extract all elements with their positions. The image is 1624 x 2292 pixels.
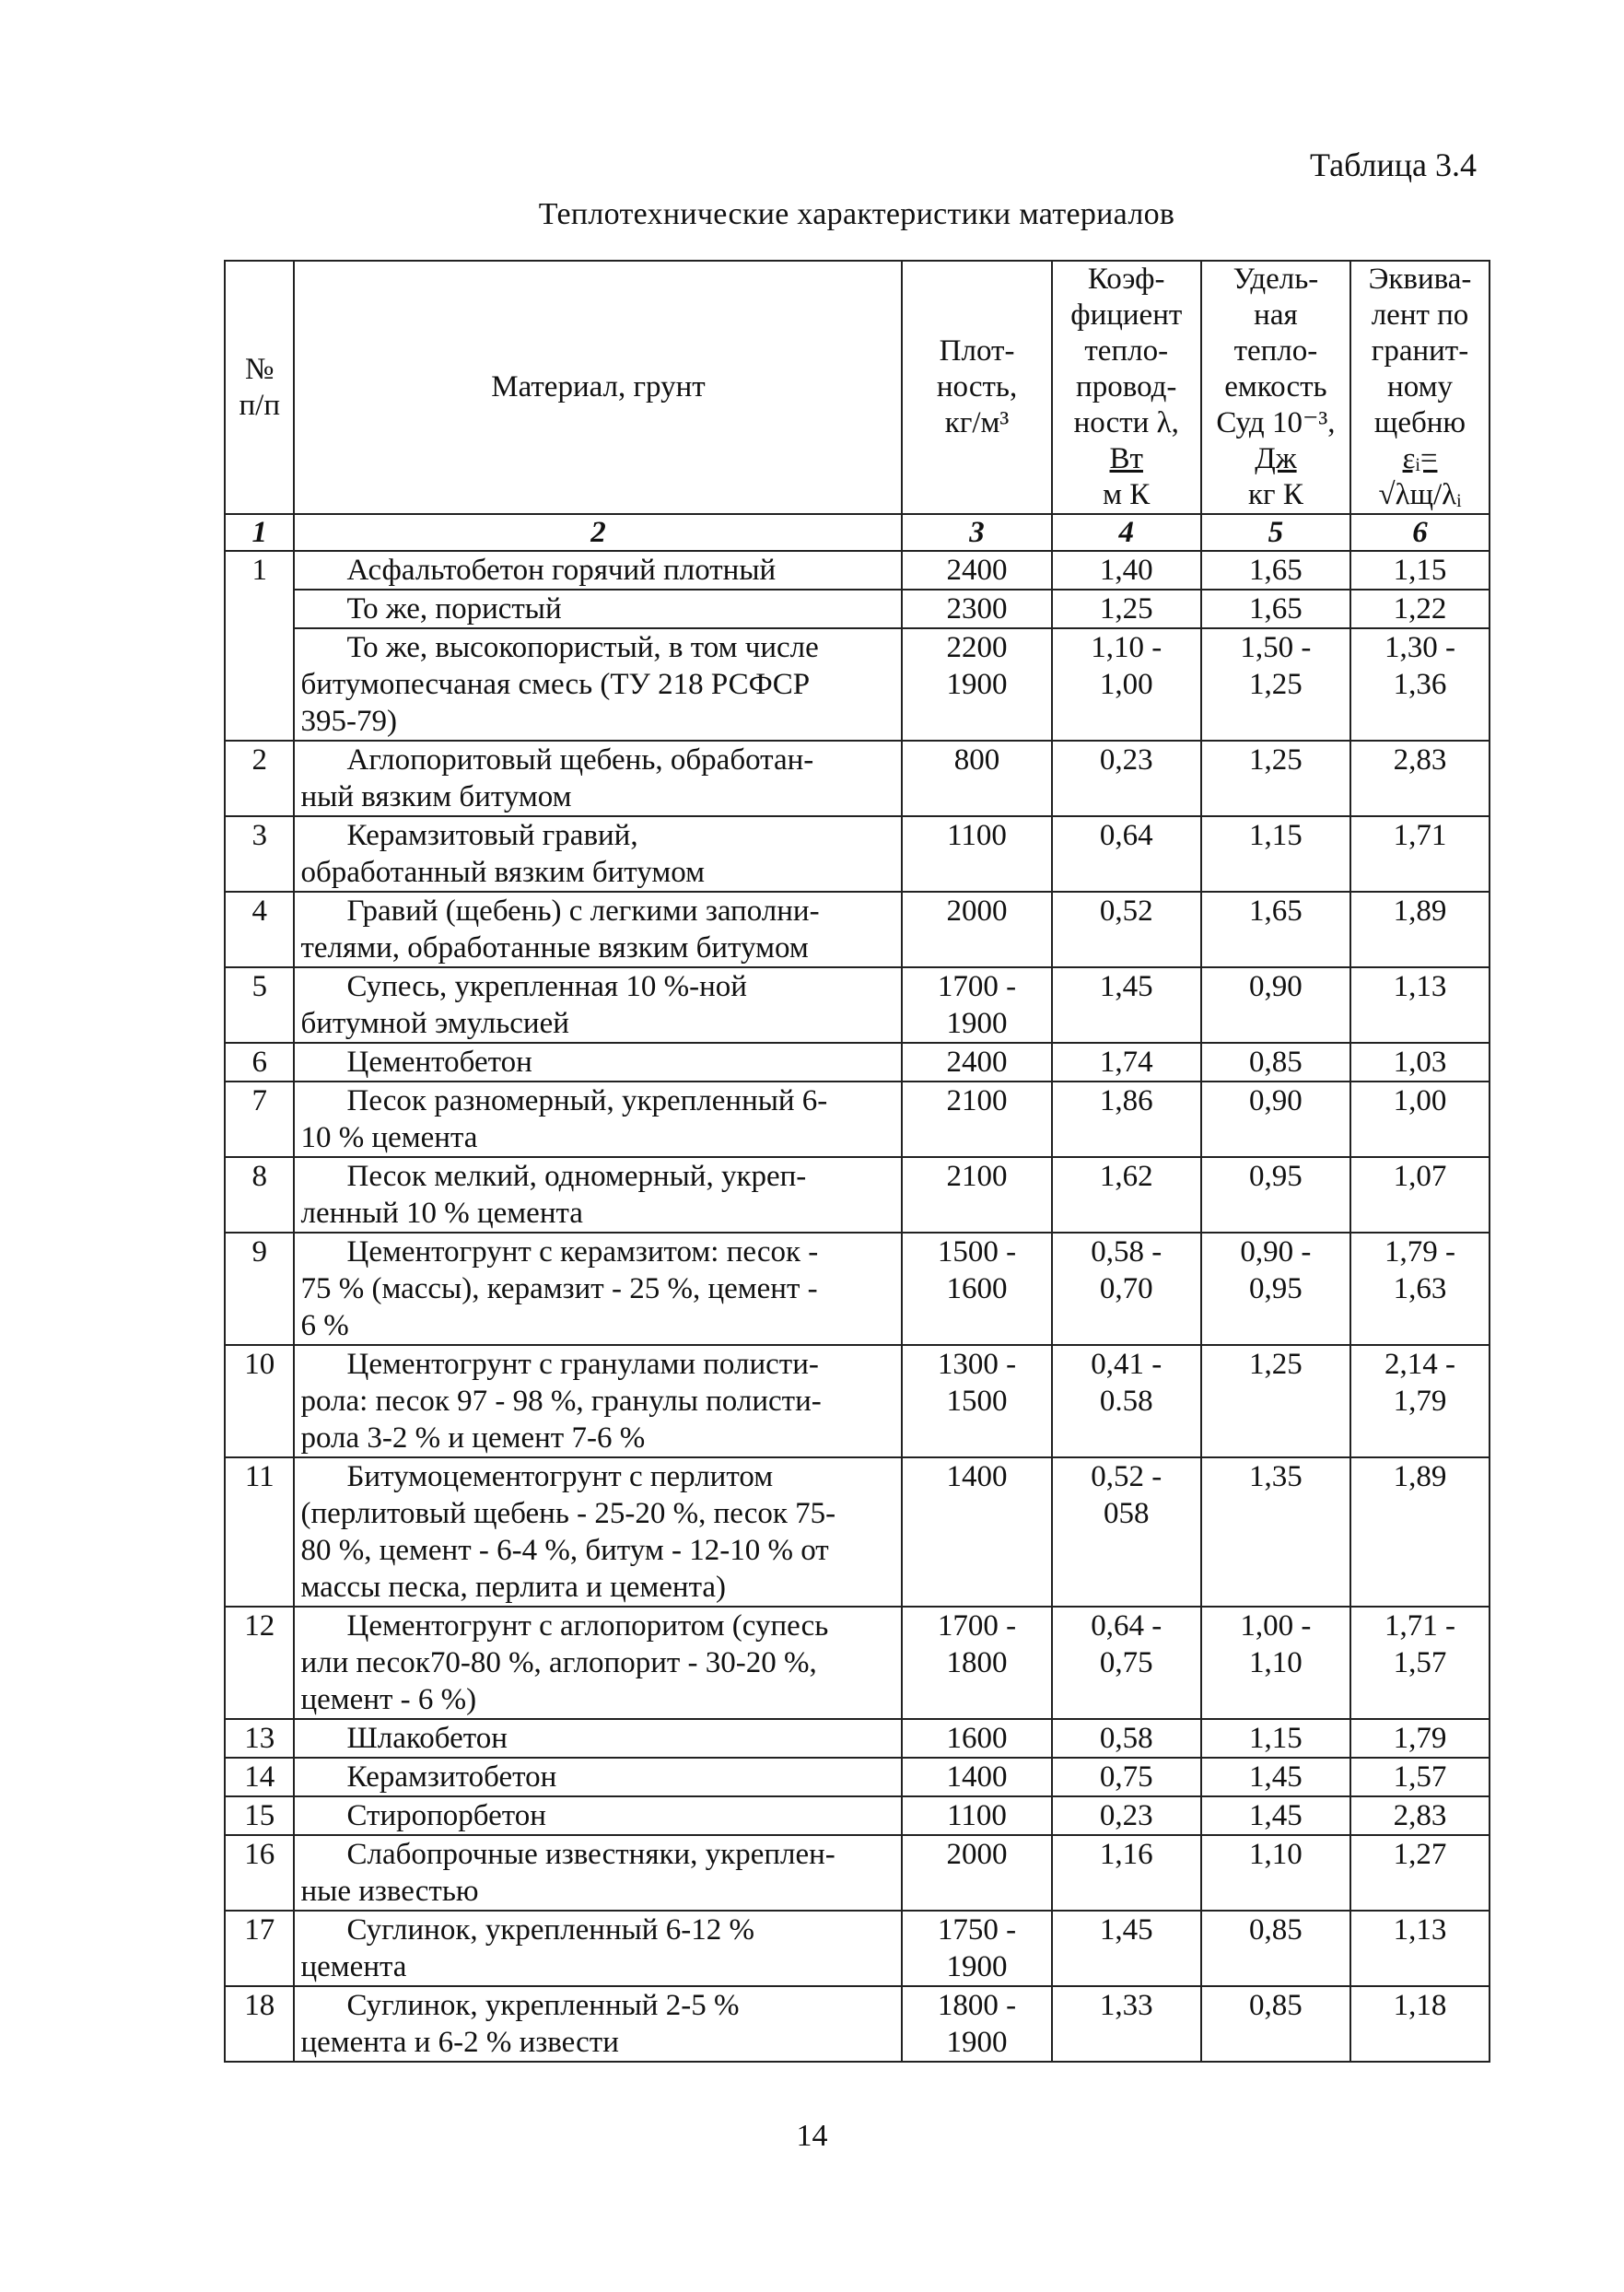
value-line: 1,57 <box>1393 1760 1447 1794</box>
value-line: 1,18 <box>1393 1989 1447 2022</box>
value-line: 2400 <box>946 554 1008 587</box>
row-number-cell: 7 <box>225 1082 294 1157</box>
value-line: 1,63 <box>1393 1272 1447 1305</box>
value-line: 1500 - <box>937 1235 1017 1269</box>
value-line: 0.58 <box>1099 1385 1153 1418</box>
value-line: 0,64 - <box>1091 1609 1163 1643</box>
table-row <box>225 1911 1490 1986</box>
conductivity-cell <box>1052 628 1201 741</box>
value-line: 1900 <box>946 668 1008 701</box>
table-row <box>225 1835 1490 1911</box>
header-number: № п/п <box>225 261 294 514</box>
material-line: Керамзитовый гравий, <box>346 819 638 852</box>
value-line: 0,85 <box>1249 1913 1303 1947</box>
row-number-cell: 1 <box>225 551 294 590</box>
material-line: Аглопоритовый щебень, обработан- <box>346 743 814 777</box>
material-line: Шлакобетон <box>346 1722 508 1755</box>
header-material: Материал, грунт <box>294 261 902 514</box>
heat-capacity-cell <box>1201 551 1350 590</box>
material-cell <box>294 741 902 816</box>
value-line: 0,58 <box>1099 1722 1153 1755</box>
equivalent-cell <box>1350 1457 1490 1607</box>
density-cell <box>902 967 1051 1043</box>
equivalent-cell <box>1350 1607 1490 1719</box>
value-line: 0,90 - <box>1240 1235 1312 1269</box>
material-line: Цементогрунт с керамзитом: песок - <box>346 1235 819 1269</box>
value-line: 1,00 <box>1393 1084 1447 1117</box>
material-line: битумной эмульсией <box>300 1007 569 1040</box>
table-header-row <box>225 261 1490 514</box>
table-row <box>225 1082 1490 1157</box>
material-cell <box>294 1607 902 1719</box>
table-row <box>225 892 1490 967</box>
material-cell <box>294 1719 902 1758</box>
column-number: 4 <box>1052 514 1201 551</box>
conductivity-cell <box>1052 1345 1201 1457</box>
value-line: 1600 <box>946 1272 1008 1305</box>
density-cell <box>902 1986 1051 2062</box>
row-number-cell: 3 <box>225 816 294 892</box>
value-line: 1,13 <box>1393 1913 1447 1947</box>
value-line: 0,64 <box>1099 819 1153 852</box>
conductivity-cell <box>1052 551 1201 590</box>
value-line: 1,65 <box>1249 895 1303 928</box>
value-line: 1700 - <box>937 970 1017 1003</box>
table-row <box>225 741 1490 816</box>
value-line: 2100 <box>946 1160 1008 1193</box>
equivalent-cell <box>1350 1796 1490 1835</box>
value-line: 0,23 <box>1099 743 1153 777</box>
material-line: То же, высокопористый, в том числе <box>346 631 819 664</box>
conductivity-cell <box>1052 1157 1201 1233</box>
value-line: 0,52 - <box>1091 1460 1163 1493</box>
row-number-cell: 12 <box>225 1607 294 1719</box>
table-row <box>225 1796 1490 1835</box>
value-line: 1100 <box>947 819 1007 852</box>
table-body <box>225 514 1490 2062</box>
value-line: 2100 <box>946 1084 1008 1117</box>
material-line: Битумоцементогрунт с перлитом <box>346 1460 774 1493</box>
conductivity-cell <box>1052 816 1201 892</box>
material-line: (перлитовый щебень - 25-20 %, песок 75- <box>300 1497 836 1530</box>
equivalent-cell <box>1350 1719 1490 1758</box>
value-line: 1900 <box>946 2026 1008 2059</box>
value-line: 2300 <box>946 592 1008 626</box>
material-line: ные известью <box>300 1875 479 1908</box>
material-line: рола: песок 97 - 98 %, гранулы полисти- <box>300 1385 822 1418</box>
material-line: Асфальтобетон горячий плотный <box>346 554 777 587</box>
material-line: 75 % (массы), керамзит - 25 %, цемент - <box>300 1272 818 1305</box>
table-row <box>225 1457 1490 1607</box>
heat-capacity-cell <box>1201 1457 1350 1607</box>
conductivity-cell <box>1052 1758 1201 1796</box>
material-cell <box>294 1345 902 1457</box>
conductivity-cell <box>1052 1233 1201 1345</box>
conductivity-cell <box>1052 1835 1201 1911</box>
density-cell <box>902 590 1051 628</box>
material-line: ленный 10 % цемента <box>300 1197 583 1230</box>
row-number-cell: 18 <box>225 1986 294 2062</box>
value-line: 1,50 - <box>1240 631 1312 664</box>
material-line: ный вязким битумом <box>300 780 572 813</box>
value-line: 1,13 <box>1393 970 1447 1003</box>
conductivity-cell <box>1052 1082 1201 1157</box>
heat-capacity-cell <box>1201 1835 1350 1911</box>
row-number-cell: 8 <box>225 1157 294 1233</box>
value-line: 058 <box>1103 1497 1150 1530</box>
material-line: цемента <box>300 1950 407 1983</box>
heat-capacity-cell <box>1201 590 1350 628</box>
value-line: 1100 <box>947 1799 1007 1832</box>
value-line: 1,00 - <box>1240 1609 1312 1643</box>
heat-capacity-cell <box>1201 1043 1350 1082</box>
value-line: 2,83 <box>1393 1799 1447 1832</box>
material-cell <box>294 1457 902 1607</box>
density-cell <box>902 892 1051 967</box>
value-line: 1,79 <box>1393 1722 1447 1755</box>
material-line: Суглинок, укрепленный 2-5 % <box>346 1989 740 2022</box>
heat-capacity-cell <box>1201 816 1350 892</box>
value-line: 1700 - <box>937 1609 1017 1643</box>
value-line: 1,10 <box>1249 1838 1303 1871</box>
value-line: 1,25 <box>1249 1348 1303 1381</box>
table-row <box>225 1607 1490 1719</box>
material-line: Песок разномерный, укрепленный 6- <box>346 1084 828 1117</box>
value-line: 1,45 <box>1249 1799 1303 1832</box>
material-cell <box>294 892 902 967</box>
density-cell <box>902 1796 1051 1835</box>
material-line: обработанный вязким битумом <box>300 856 705 889</box>
value-line: 1,10 <box>1249 1646 1303 1679</box>
density-cell <box>902 1607 1051 1719</box>
density-cell <box>902 628 1051 741</box>
row-number-cell: 13 <box>225 1719 294 1758</box>
value-line: 0,23 <box>1099 1799 1153 1832</box>
header-conductivity: Коэф- фициент тепло- провод- ности λ, Вт м К <box>1052 261 1201 514</box>
value-line: 1,25 <box>1249 743 1303 777</box>
value-line: 0,52 <box>1099 895 1153 928</box>
conductivity-cell <box>1052 967 1201 1043</box>
heat-capacity-cell <box>1201 1345 1350 1457</box>
value-line: 1,25 <box>1099 592 1153 626</box>
conductivity-cell <box>1052 1719 1201 1758</box>
value-line: 2000 <box>946 1838 1008 1871</box>
materials-table <box>224 260 1490 2063</box>
value-line: 1,74 <box>1099 1046 1153 1079</box>
value-line: 1400 <box>946 1460 1008 1493</box>
value-line: 2,14 - <box>1384 1348 1455 1381</box>
material-line: цемент - 6 %) <box>300 1683 477 1716</box>
value-line: 1,15 <box>1249 1722 1303 1755</box>
equivalent-cell <box>1350 967 1490 1043</box>
density-cell <box>902 816 1051 892</box>
value-line: 2400 <box>946 1046 1008 1079</box>
column-number: 5 <box>1201 514 1350 551</box>
row-number-cell: 10 <box>225 1345 294 1457</box>
heat-capacity-cell <box>1201 1911 1350 1986</box>
material-line: Слабопрочные известняки, укреплен- <box>346 1838 835 1871</box>
material-line: Цементогрунт с аглопоритом (супесь <box>346 1609 829 1643</box>
value-line: 1,35 <box>1249 1460 1303 1493</box>
value-line: 0,85 <box>1249 1046 1303 1079</box>
density-cell <box>902 1758 1051 1796</box>
density-cell <box>902 1911 1051 1986</box>
material-line: Стиропорбетон <box>346 1799 546 1832</box>
conductivity-cell <box>1052 741 1201 816</box>
density-cell <box>902 1157 1051 1233</box>
value-line: 0,58 - <box>1091 1235 1163 1269</box>
row-number-cell: 2 <box>225 741 294 816</box>
value-line: 1,36 <box>1393 668 1447 701</box>
material-line: массы песка, перлита и цемента) <box>300 1571 727 1604</box>
value-line: 1,10 - <box>1091 631 1163 664</box>
heat-capacity-cell <box>1201 1758 1350 1796</box>
row-number-cell: 9 <box>225 1233 294 1345</box>
equivalent-cell <box>1350 816 1490 892</box>
table-row <box>225 1043 1490 1082</box>
material-cell <box>294 1043 902 1082</box>
table-row <box>225 1157 1490 1233</box>
value-line: 0,70 <box>1099 1272 1153 1305</box>
equivalent-cell <box>1350 1233 1490 1345</box>
heat-capacity-cell <box>1201 741 1350 816</box>
material-cell <box>294 590 902 628</box>
heat-capacity-cell <box>1201 1607 1350 1719</box>
heat-capacity-cell <box>1201 892 1350 967</box>
density-cell <box>902 741 1051 816</box>
table-title: Теплотехнические характеристики материалов <box>538 197 1175 231</box>
material-cell <box>294 967 902 1043</box>
material-cell <box>294 1986 902 2062</box>
value-line: 1,25 <box>1249 668 1303 701</box>
heat-capacity-cell <box>1201 1233 1350 1345</box>
equivalent-cell <box>1350 551 1490 590</box>
material-cell <box>294 1157 902 1233</box>
equivalent-cell <box>1350 628 1490 741</box>
conductivity-cell <box>1052 1457 1201 1607</box>
value-line: 1800 - <box>937 1989 1017 2022</box>
equivalent-cell <box>1350 1082 1490 1157</box>
material-line: битумопесчаная смесь (ТУ 218 РСФСР <box>300 668 811 701</box>
value-line: 1500 <box>946 1385 1008 1418</box>
equivalent-cell <box>1350 1345 1490 1457</box>
table-row <box>225 551 1490 590</box>
row-number-cell <box>225 628 294 741</box>
material-line: или песок70-80 %, аглопорит - 30-20 %, <box>300 1646 817 1679</box>
material-line: То же, пористый <box>346 592 562 626</box>
row-number-cell: 11 <box>225 1457 294 1607</box>
material-line: Керамзитобетон <box>346 1760 557 1794</box>
row-number-cell: 17 <box>225 1911 294 1986</box>
table-row <box>225 590 1490 628</box>
value-line: 1,71 <box>1393 819 1447 852</box>
row-number-cell <box>225 590 294 628</box>
value-line: 1900 <box>946 1950 1008 1983</box>
table-label: Таблица 3.4 <box>1310 146 1477 183</box>
value-line: 1,89 <box>1393 895 1447 928</box>
table-row <box>225 1719 1490 1758</box>
material-line: рола 3-2 % и цемент 7-6 % <box>300 1421 646 1455</box>
value-line: 1300 - <box>937 1348 1017 1381</box>
value-line: 2000 <box>946 895 1008 928</box>
value-line: 1600 <box>946 1722 1008 1755</box>
row-number-cell: 16 <box>225 1835 294 1911</box>
material-line: 80 %, цемент - 6-4 %, битум - 12-10 % от <box>300 1534 829 1567</box>
page-number: 14 <box>796 2119 828 2153</box>
equivalent-cell <box>1350 741 1490 816</box>
heat-capacity-cell <box>1201 1796 1350 1835</box>
column-number: 1 <box>225 514 294 551</box>
value-line: 1,03 <box>1393 1046 1447 1079</box>
value-line: 1,79 - <box>1384 1235 1455 1269</box>
density-cell <box>902 1345 1051 1457</box>
value-line: 1,07 <box>1393 1160 1447 1193</box>
value-line: 1,71 - <box>1384 1609 1455 1643</box>
material-cell <box>294 628 902 741</box>
density-cell <box>902 1082 1051 1157</box>
table-row <box>225 1233 1490 1345</box>
equivalent-cell <box>1350 1157 1490 1233</box>
table-row <box>225 1986 1490 2062</box>
value-line: 0,95 <box>1249 1160 1303 1193</box>
value-line: 1,27 <box>1393 1838 1447 1871</box>
material-line: 10 % цемента <box>300 1121 478 1154</box>
table-row <box>225 1345 1490 1457</box>
value-line: 1800 <box>946 1646 1008 1679</box>
material-cell <box>294 1758 902 1796</box>
conductivity-cell <box>1052 1911 1201 1986</box>
heat-capacity-cell <box>1201 1157 1350 1233</box>
value-line: 0,90 <box>1249 1084 1303 1117</box>
value-line: 1,45 <box>1099 970 1153 1003</box>
material-cell <box>294 551 902 590</box>
value-line: 1,00 <box>1099 668 1153 701</box>
value-line: 1,22 <box>1393 592 1447 626</box>
value-line: 1,40 <box>1099 554 1153 587</box>
value-line: 1,15 <box>1393 554 1447 587</box>
column-number: 3 <box>902 514 1051 551</box>
value-line: 2,83 <box>1393 743 1447 777</box>
material-line: 6 % <box>300 1309 349 1342</box>
density-cell <box>902 1835 1051 1911</box>
value-line: 1,33 <box>1099 1989 1153 2022</box>
conductivity-cell <box>1052 1986 1201 2062</box>
value-line: 0,75 <box>1099 1646 1153 1679</box>
material-cell <box>294 1835 902 1911</box>
value-line: 0,95 <box>1249 1272 1303 1305</box>
heat-capacity-cell <box>1201 967 1350 1043</box>
equivalent-cell <box>1350 590 1490 628</box>
equivalent-cell <box>1350 1911 1490 1986</box>
value-line: 0,85 <box>1249 1989 1303 2022</box>
column-number-row <box>225 514 1490 551</box>
table-row <box>225 628 1490 741</box>
row-number-cell: 15 <box>225 1796 294 1835</box>
header-density: Плот- ность, кг/м³ <box>902 261 1051 514</box>
equivalent-cell <box>1350 1835 1490 1911</box>
material-line: телями, обработанные вязким битумом <box>300 931 809 965</box>
conductivity-cell <box>1052 892 1201 967</box>
conductivity-cell <box>1052 1796 1201 1835</box>
equivalent-cell <box>1350 1043 1490 1082</box>
value-line: 1,79 <box>1393 1385 1447 1418</box>
material-line: цемента и 6-2 % извести <box>300 2026 619 2059</box>
material-line: Песок мелкий, одномерный, укреп- <box>346 1160 807 1193</box>
value-line: 0,41 - <box>1091 1348 1163 1381</box>
conductivity-cell <box>1052 1607 1201 1719</box>
material-line: 395-79) <box>300 705 397 738</box>
table-row <box>225 816 1490 892</box>
value-line: 1,16 <box>1099 1838 1153 1871</box>
conductivity-cell <box>1052 1043 1201 1082</box>
table-row <box>225 967 1490 1043</box>
density-cell <box>902 1043 1051 1082</box>
value-line: 1,89 <box>1393 1460 1447 1493</box>
material-line: Цементобетон <box>346 1046 532 1079</box>
header-equivalent: Эквива- лент по гранит- ному щебню εᵢ= √λщ/λᵢ <box>1350 261 1490 514</box>
value-line: 1,45 <box>1249 1760 1303 1794</box>
value-line: 1400 <box>946 1760 1008 1794</box>
material-cell <box>294 1796 902 1835</box>
material-line: Супесь, укрепленная 10 %-ной <box>346 970 747 1003</box>
heat-capacity-cell <box>1201 1082 1350 1157</box>
density-cell <box>902 1233 1051 1345</box>
row-number-cell: 14 <box>225 1758 294 1796</box>
value-line: 0,90 <box>1249 970 1303 1003</box>
value-line: 1,57 <box>1393 1646 1447 1679</box>
material-cell <box>294 1082 902 1157</box>
heat-capacity-cell <box>1201 628 1350 741</box>
equivalent-cell <box>1350 1986 1490 2062</box>
density-cell <box>902 1457 1051 1607</box>
value-line: 800 <box>953 743 1000 777</box>
row-number-cell: 5 <box>225 967 294 1043</box>
value-line: 1,62 <box>1099 1160 1153 1193</box>
material-line: Цементогрунт с гранулами полисти- <box>346 1348 819 1381</box>
material-cell <box>294 1911 902 1986</box>
row-number-cell: 4 <box>225 892 294 967</box>
material-cell <box>294 816 902 892</box>
material-line: Суглинок, укрепленный 6-12 % <box>346 1913 754 1947</box>
value-line: 1,65 <box>1249 554 1303 587</box>
value-line: 1,15 <box>1249 819 1303 852</box>
header-heat-capacity: Удель- ная тепло- емкость Суд 10⁻³, Дж кг К <box>1201 261 1350 514</box>
value-line: 1900 <box>946 1007 1008 1040</box>
material-line: Гравий (щебень) с легкими заполни- <box>346 895 820 928</box>
value-line: 1,65 <box>1249 592 1303 626</box>
equivalent-cell <box>1350 892 1490 967</box>
density-cell <box>902 1719 1051 1758</box>
value-line: 2200 <box>946 631 1008 664</box>
value-line: 1,86 <box>1099 1084 1153 1117</box>
value-line: 1,30 - <box>1384 631 1455 664</box>
column-number: 6 <box>1350 514 1490 551</box>
heat-capacity-cell <box>1201 1986 1350 2062</box>
value-line: 1,45 <box>1099 1913 1153 1947</box>
material-cell <box>294 1233 902 1345</box>
value-line: 1750 - <box>937 1913 1017 1947</box>
column-number: 2 <box>294 514 902 551</box>
conductivity-cell <box>1052 590 1201 628</box>
equivalent-cell <box>1350 1758 1490 1796</box>
value-line: 0,75 <box>1099 1760 1153 1794</box>
table-row <box>225 1758 1490 1796</box>
heat-capacity-cell <box>1201 1719 1350 1758</box>
row-number-cell: 6 <box>225 1043 294 1082</box>
density-cell <box>902 551 1051 590</box>
